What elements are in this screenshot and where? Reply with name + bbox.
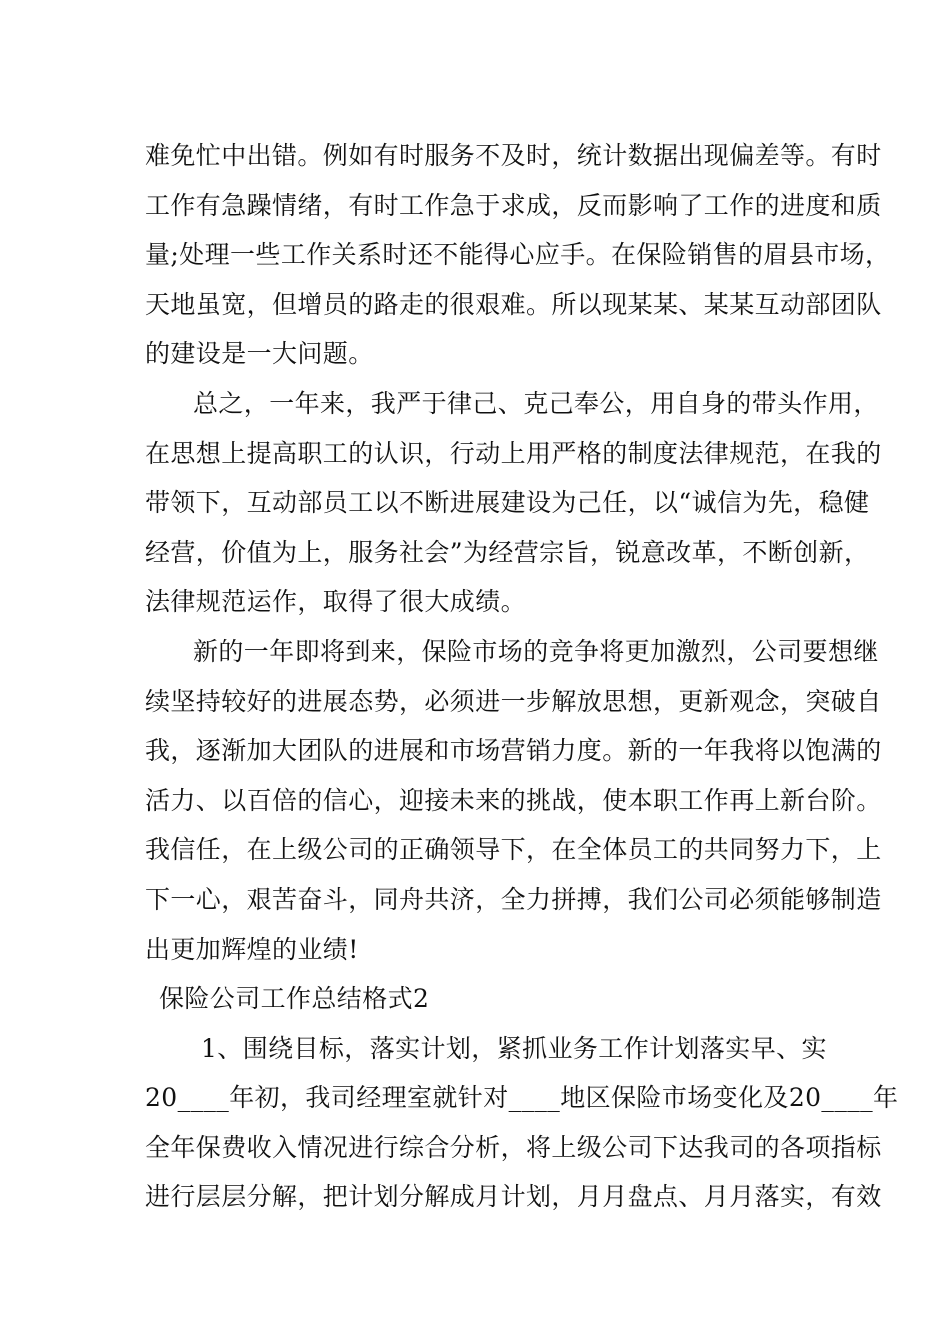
text-line: 出更加辉煌的业绩! [145, 934, 359, 964]
heading-text: 保险公司工作总结格式2 [159, 984, 430, 1014]
paragraph-3 [145, 627, 882, 974]
text-line: 难免忙中出错。例如有时服务不及时，统计数据出现偏差等。有时 [145, 141, 882, 170]
document-body [145, 131, 899, 1222]
text-line: 工作有急躁情绪，有时工作急于求成，反而影响了工作的进度和质 [145, 190, 882, 220]
text-line: 进行层层分解，把计划分解成月计划，月月盘点、月月落实，有效 [145, 1182, 882, 1212]
text-line: 天地虽宽，但增员的路走的很艰难。所以现某某、某某互动部团队 [145, 289, 882, 319]
text-line: 下一心，艰苦奋斗，同舟共济，全力拼搏，我们公司必须能够制造 [145, 884, 882, 914]
text-line: 经营，价值为上，服务社会”为经营宗旨，锐意改革，不断创新， [145, 537, 870, 567]
text-line: 全年保费收入情况进行综合分析，将上级公司下达我司的各项指标 [145, 1132, 882, 1162]
text-line: 20____年初，我司经理室就针对____地区保险市场变化及20____年 [145, 1083, 899, 1113]
text-line: 总之，一年来，我严于律己、克己奉公，用自身的带头作用， [193, 388, 879, 418]
text-line: 法律规范运作，取得了很大成绩。 [145, 587, 527, 617]
text-line: 我，逐渐加大团队的进展和市场营销力度。新的一年我将以饱满的 [145, 736, 882, 766]
text-line: 我信任，在上级公司的正确领导下，在全体员工的共同努力下，上 [145, 835, 882, 865]
text-line: 量;处理一些工作关系时还不能得心应手。在保险销售的眉县市场， [145, 240, 891, 270]
paragraph-2 [145, 379, 882, 627]
text-line: 在思想上提高职工的认识，行动上用严格的制度法律规范，在我的 [145, 438, 882, 468]
section-heading [145, 974, 808, 1024]
text-line: 新的一年即将到来，保险市场的竞争将更加激烈，公司要想继 [193, 636, 879, 666]
text-line: 1、围绕目标，落实计划，紧抓业务工作计划落实早、实 [201, 1033, 827, 1063]
paragraph-1 [145, 131, 891, 379]
text-line: 带领下，互动部员工以不断进展建设为己任，以“诚信为先，稳健 [145, 488, 870, 518]
text-line: 的建设是一大问题。 [145, 339, 374, 369]
text-line: 活力、以百倍的信心，迎接未来的挑战，使本职工作再上新台阶。 [145, 785, 882, 815]
paragraph-4 [145, 1024, 899, 1222]
text-line: 续坚持较好的进展态势，必须进一步解放思想，更新观念，突破自 [145, 686, 882, 716]
